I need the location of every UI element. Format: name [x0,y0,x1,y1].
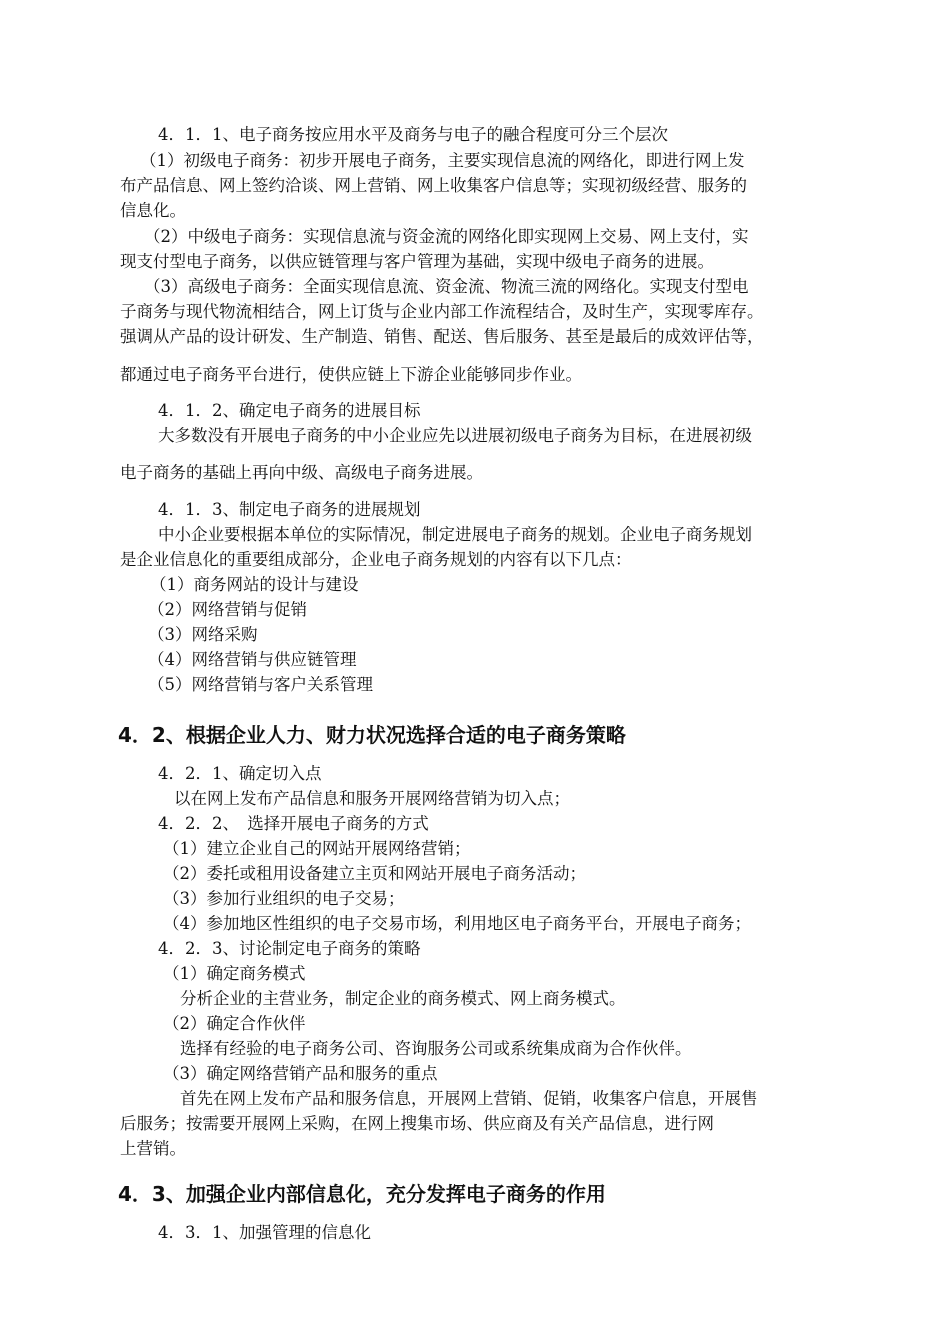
section-heading-4-1-1: 4．1．1、电子商务按应用水平及商务与电子的融合程度可分三个层次 [158,125,668,144]
paragraph-line: 大多数没有开展电子商务的中小企业应先以进展初级电子商务为目标，在进展初级 [158,426,752,445]
section-heading-4-3: 4．3、加强企业内部信息化，充分发挥电子商务的作用 [118,1182,606,1206]
paragraph-line: （1）初级电子商务：初步开展电子商务，主要实现信息流的网络化，即进行网上发 [140,151,745,170]
subsection-heading-4-2-1: 4．2．1、确定切入点 [158,764,322,783]
list-item: （5）网络营销与客户关系管理 [148,675,373,694]
paragraph-line: 以在网上发布产品信息和服务开展网络营销为切入点； [174,789,570,808]
paragraph-line: 选择有经验的电子商务公司、咨询服务公司或系统集成商为合作伙伴。 [180,1039,692,1058]
list-item: （1）确定商务模式 [163,964,306,983]
paragraph-line: 信息化。 [120,201,186,220]
section-heading-4-1-2: 4．1．2、确定电子商务的进展目标 [158,401,421,420]
list-item: （2）确定合作伙伴 [163,1014,306,1033]
paragraph-line: 后服务；按需要开展网上采购，在网上搜集市场、供应商及有关产品信息，进行网 [120,1114,714,1133]
list-item: （4）参加地区性组织的电子交易市场，利用地区电子商务平台，开展电子商务； [163,914,751,933]
paragraph-line: （2）中级电子商务：实现信息流与资金流的网络化即实现网上交易、网上支付，实 [144,227,749,246]
paragraph-line: 中小企业要根据本单位的实际情况，制定进展电子商务的规划。企业电子商务规划 [158,525,752,544]
paragraph-line: 布产品信息、网上签约洽谈、网上营销、网上收集客户信息等；实现初级经营、服务的 [120,176,747,195]
list-item: （3）参加行业组织的电子交易； [163,889,405,908]
paragraph-line: 首先在网上发布产品和服务信息，开展网上营销、促销，收集客户信息，开展售 [180,1089,758,1108]
paragraph-line: （3）高级电子商务：全面实现信息流、资金流、物流三流的网络化。实现支付型电 [144,277,749,296]
list-item: （1）建立企业自己的网站开展网络营销； [163,839,471,858]
list-item: （3）确定网络营销产品和服务的重点 [163,1064,438,1083]
subsection-heading-4-2-3: 4．2．3、讨论制定电子商务的策略 [158,939,421,958]
paragraph-line: 现支付型电子商务，以供应链管理与客户管理为基础，实现中级电子商务的进展。 [120,252,714,271]
paragraph-line: 都通过电子商务平台进行，使供应链上下游企业能够同步作业。 [120,365,582,384]
paragraph-line: 上营销。 [120,1139,186,1158]
paragraph-line: 强调从产品的设计研发、生产制造、销售、配送、售后服务、甚至是最后的成效评估等， [120,327,764,346]
list-item: （2）网络营销与促销 [148,600,307,619]
section-heading-4-2: 4．2、根据企业人力、财力状况选择合适的电子商务策略 [118,723,626,747]
subsection-heading-4-2-2: 4．2．2、 选择开展电子商务的方式 [158,814,429,833]
list-item: （1）商务网站的设计与建设 [150,575,359,594]
paragraph-line: 电子商务的基础上再向中级、高级电子商务进展。 [120,463,483,482]
list-item: （4）网络营销与供应链管理 [148,650,357,669]
list-item: （3）网络采购 [148,625,258,644]
paragraph-line: 是企业信息化的重要组成部分，企业电子商务规划的内容有以下几点： [120,550,632,569]
subsection-heading-4-3-1: 4．3．1、加强管理的信息化 [158,1223,371,1242]
section-heading-4-1-3: 4．1．3、制定电子商务的进展规划 [158,500,421,519]
list-item: （2）委托或租用设备建立主页和网站开展电子商务活动； [163,864,586,883]
paragraph-line: 分析企业的主营业务，制定企业的商务模式、网上商务模式。 [180,989,626,1008]
paragraph-line: 子商务与现代物流相结合，网上订货与企业内部工作流程结合，及时生产，实现零库存。 [120,302,764,321]
